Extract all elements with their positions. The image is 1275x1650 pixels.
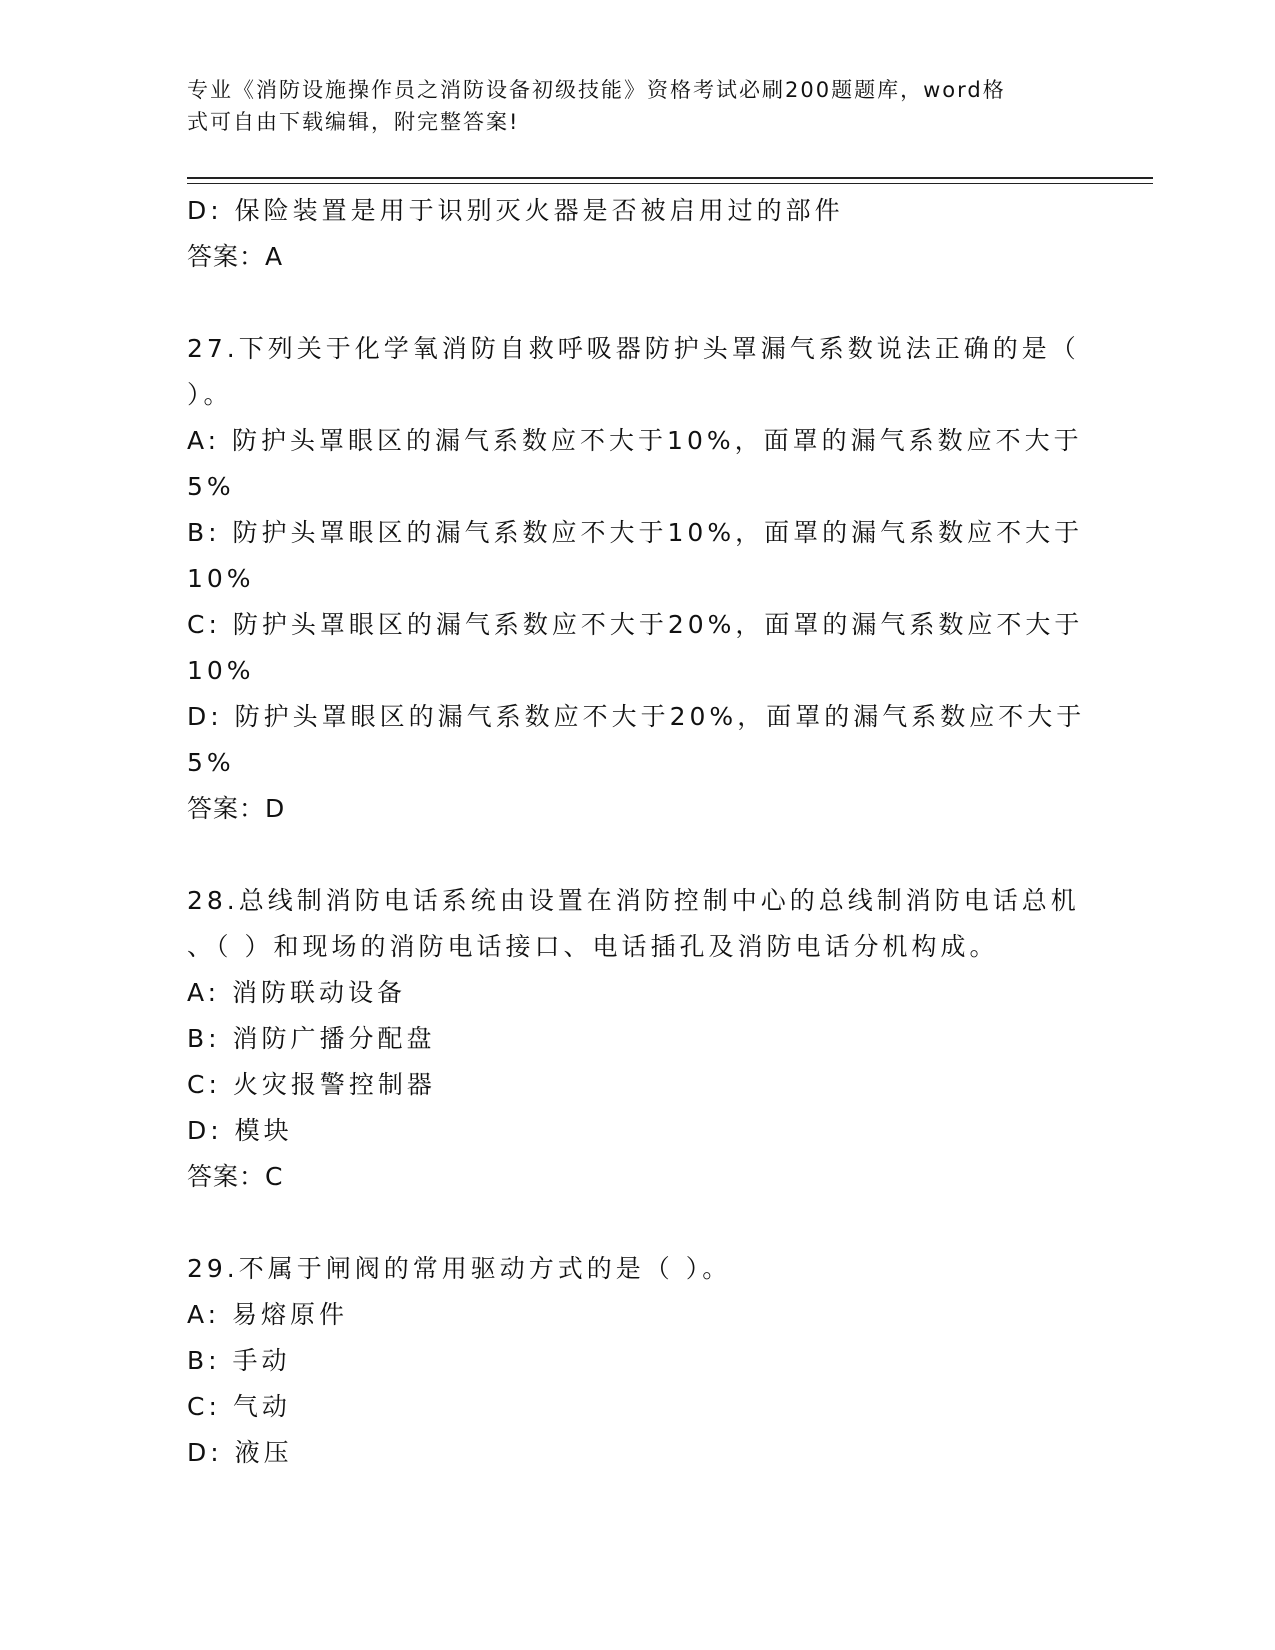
option-d-cont: 5% (187, 748, 235, 777)
option-b: B: 手动 (187, 1346, 291, 1375)
document-header (187, 74, 1087, 138)
header-divider-thick (187, 177, 1153, 179)
option-d: D: 液压 (187, 1438, 293, 1467)
header-line-1: 专业《消防设施操作员之消防设备初级技能》资格考试必刷200题题库，word格 (187, 78, 1006, 102)
option-d: D: 模块 (187, 1116, 293, 1145)
header-line-2: 式可自由下载编辑，附完整答案! (187, 110, 520, 134)
option-c-cont: 10% (187, 656, 255, 685)
option-a: A: 消防联动设备 (187, 978, 407, 1007)
option-b-cont: 10% (187, 564, 255, 593)
option-a: A: 防护头罩眼区的漏气系数应不大于10%，面罩的漏气系数应不大于 (187, 426, 1083, 455)
answer: 答案：D (187, 794, 286, 823)
option-c: C: 气动 (187, 1392, 291, 1421)
document-body (187, 188, 1087, 1476)
question-28 (187, 878, 1087, 1200)
answer: 答案：C (187, 1162, 284, 1191)
header-divider-thin (187, 183, 1153, 184)
option-c: C: 火灾报警控制器 (187, 1070, 436, 1099)
question-stem: 29.不属于闸阀的常用驱动方式的是（ ）。 (187, 1254, 732, 1283)
option-c: C: 防护头罩眼区的漏气系数应不大于20%，面罩的漏气系数应不大于 (187, 610, 1084, 639)
prev-question (187, 188, 1087, 280)
question-stem: 28.总线制消防电话系统由设置在消防控制中心的总线制消防电话总机 (187, 886, 1080, 915)
option-d: D: 防护头罩眼区的漏气系数应不大于20%，面罩的漏气系数应不大于 (187, 702, 1086, 731)
question-stem-cont: ）。 (187, 380, 233, 409)
option-b: B: 防护头罩眼区的漏气系数应不大于10%，面罩的漏气系数应不大于 (187, 518, 1084, 547)
question-29 (187, 1246, 1087, 1476)
question-stem-cont: 、（ ）和现场的消防电话接口、电话插孔及消防电话分机构成。 (187, 932, 999, 961)
option-a: A: 易熔原件 (187, 1300, 349, 1329)
question-stem: 27.下列关于化学氧消防自救呼吸器防护头罩漏气系数说法正确的是（ (187, 334, 1080, 363)
answer: 答案：A (187, 242, 284, 271)
question-27 (187, 326, 1087, 832)
option-b: B: 消防广播分配盘 (187, 1024, 436, 1053)
option-a-cont: 5% (187, 472, 235, 501)
option-d: D: 保险装置是用于识别灭火器是否被启用过的部件 (187, 196, 844, 225)
